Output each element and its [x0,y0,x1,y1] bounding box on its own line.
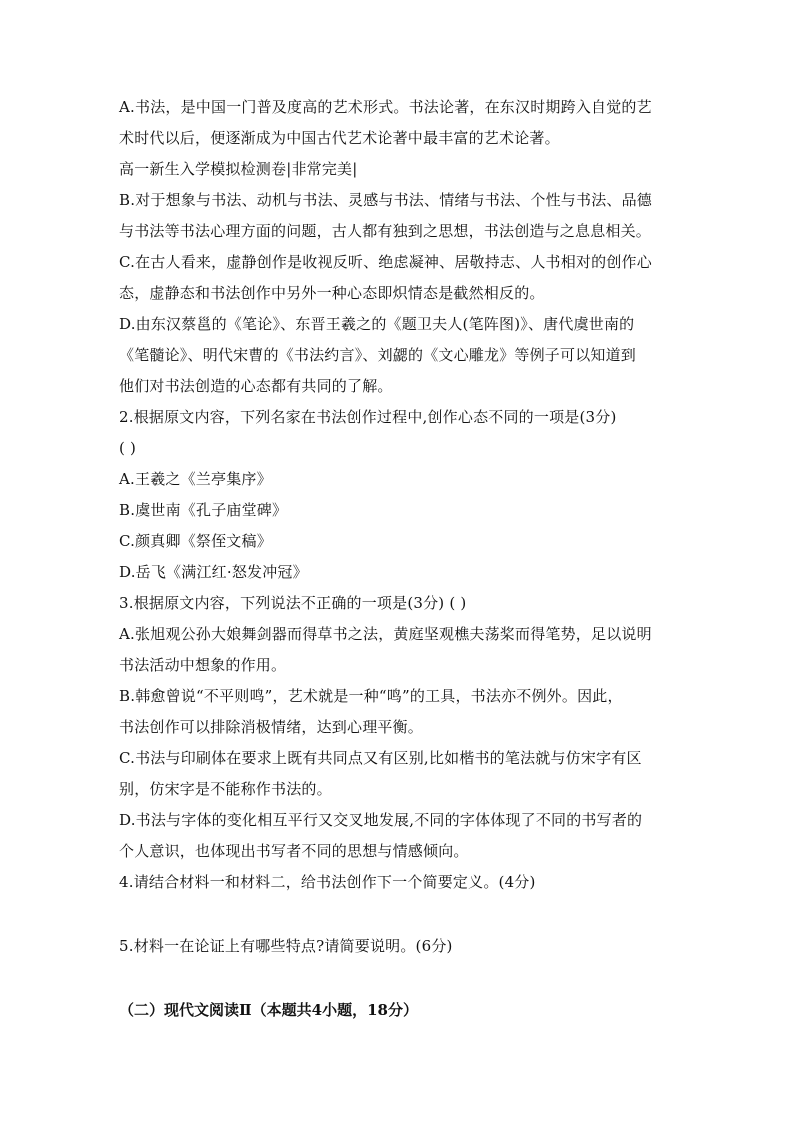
answer-space [119,898,704,931]
option-d: D.岳飞《满江红·怒发冲冠》 [119,563,308,581]
section-heading: （二）现代文阅读Ⅱ（本题共4小题，18分） [119,1001,418,1019]
text-line: 书法活动中想象的作用。 [119,656,287,674]
option-a: A.王羲之《兰亭集序》 [119,470,272,488]
document-body [119,92,704,962]
option-b: B.虞世南《孔子庙堂碑》 [119,501,288,519]
answer-blank: ( ) [119,439,137,457]
text-line: D.书法与字体的变化相互平行又交叉地发展,不同的字体体现了不同的书写者的 [119,811,643,829]
text-line: 个人意识，也体现出书写者不同的思想与情感倾向。 [119,842,469,860]
text-line: A.张旭观公孙大娘舞剑器而得草书之法，黄庭坚观樵夫荡桨而得笔势，足以说明 [119,625,652,643]
text-line: C.书法与印刷体在要求上既有共同点又有区别,比如楷书的笔法就与仿宋字有区 [119,749,642,767]
question-5: 5.材料一在论证上有哪些特点?请简要说明。(6分) [119,937,453,955]
text-line: C.在古人看来，虚静创作是收视反听、绝虑凝神、居敬持志、人书相对的创作心 [119,253,652,271]
question-4: 4.请结合材料一和材料二，给书法创作下一个简要定义。(4分) [119,873,536,891]
text-line: 《笔髓论》、明代宋曹的《书法约言》、刘勰的《文心雕龙》等例子可以知道到 [119,346,637,364]
text-line: D.由东汉蔡邕的《笔论》、东晋王羲之的《题卫夫人(笔阵图)》、唐代虞世南的 [119,315,635,333]
text-line: 与书法等书法心理方面的问题，古人都有独到之思想，书法创造与之息息相关。 [119,222,652,240]
text-line: A.书法，是中国一门普及度高的艺术形式。书法论著，在东汉时期跨入自觉的艺 [119,98,652,116]
text-line: B.韩愈曾说“不平则鸣”，艺术就是一种“鸣”的工具，书法亦不例外。因此， [119,687,623,705]
text-line: 书法创作可以排除消极情绪，达到心理平衡。 [119,718,424,736]
text-line: 态，虚静态和书法创作中另外一种心态即炽情态是截然相反的。 [119,284,545,302]
option-c: C.颜真卿《祭侄文稿》 [119,532,272,550]
question-3: 3.根据原文内容，下列说法不正确的一项是(3分) ( ) [119,594,467,612]
text-line: 他们对书法创造的心态都有共同的了解。 [119,377,393,395]
question-2: 2.根据原文内容，下列名家在书法创作过程中,创作心态不同的一项是(3分) [119,408,617,426]
text-line: 术时代以后，便逐渐成为中国古代艺术论著中最丰富的艺术论著。 [119,129,560,147]
text-line: B.对于想象与书法、动机与书法、灵感与书法、情绪与书法、个性与书法、品德 [119,191,652,209]
text-line: 别，仿宋字是不能称作书法的。 [119,780,332,798]
text-line: 高一新生入学模拟检测卷|非常完美| [119,160,358,178]
